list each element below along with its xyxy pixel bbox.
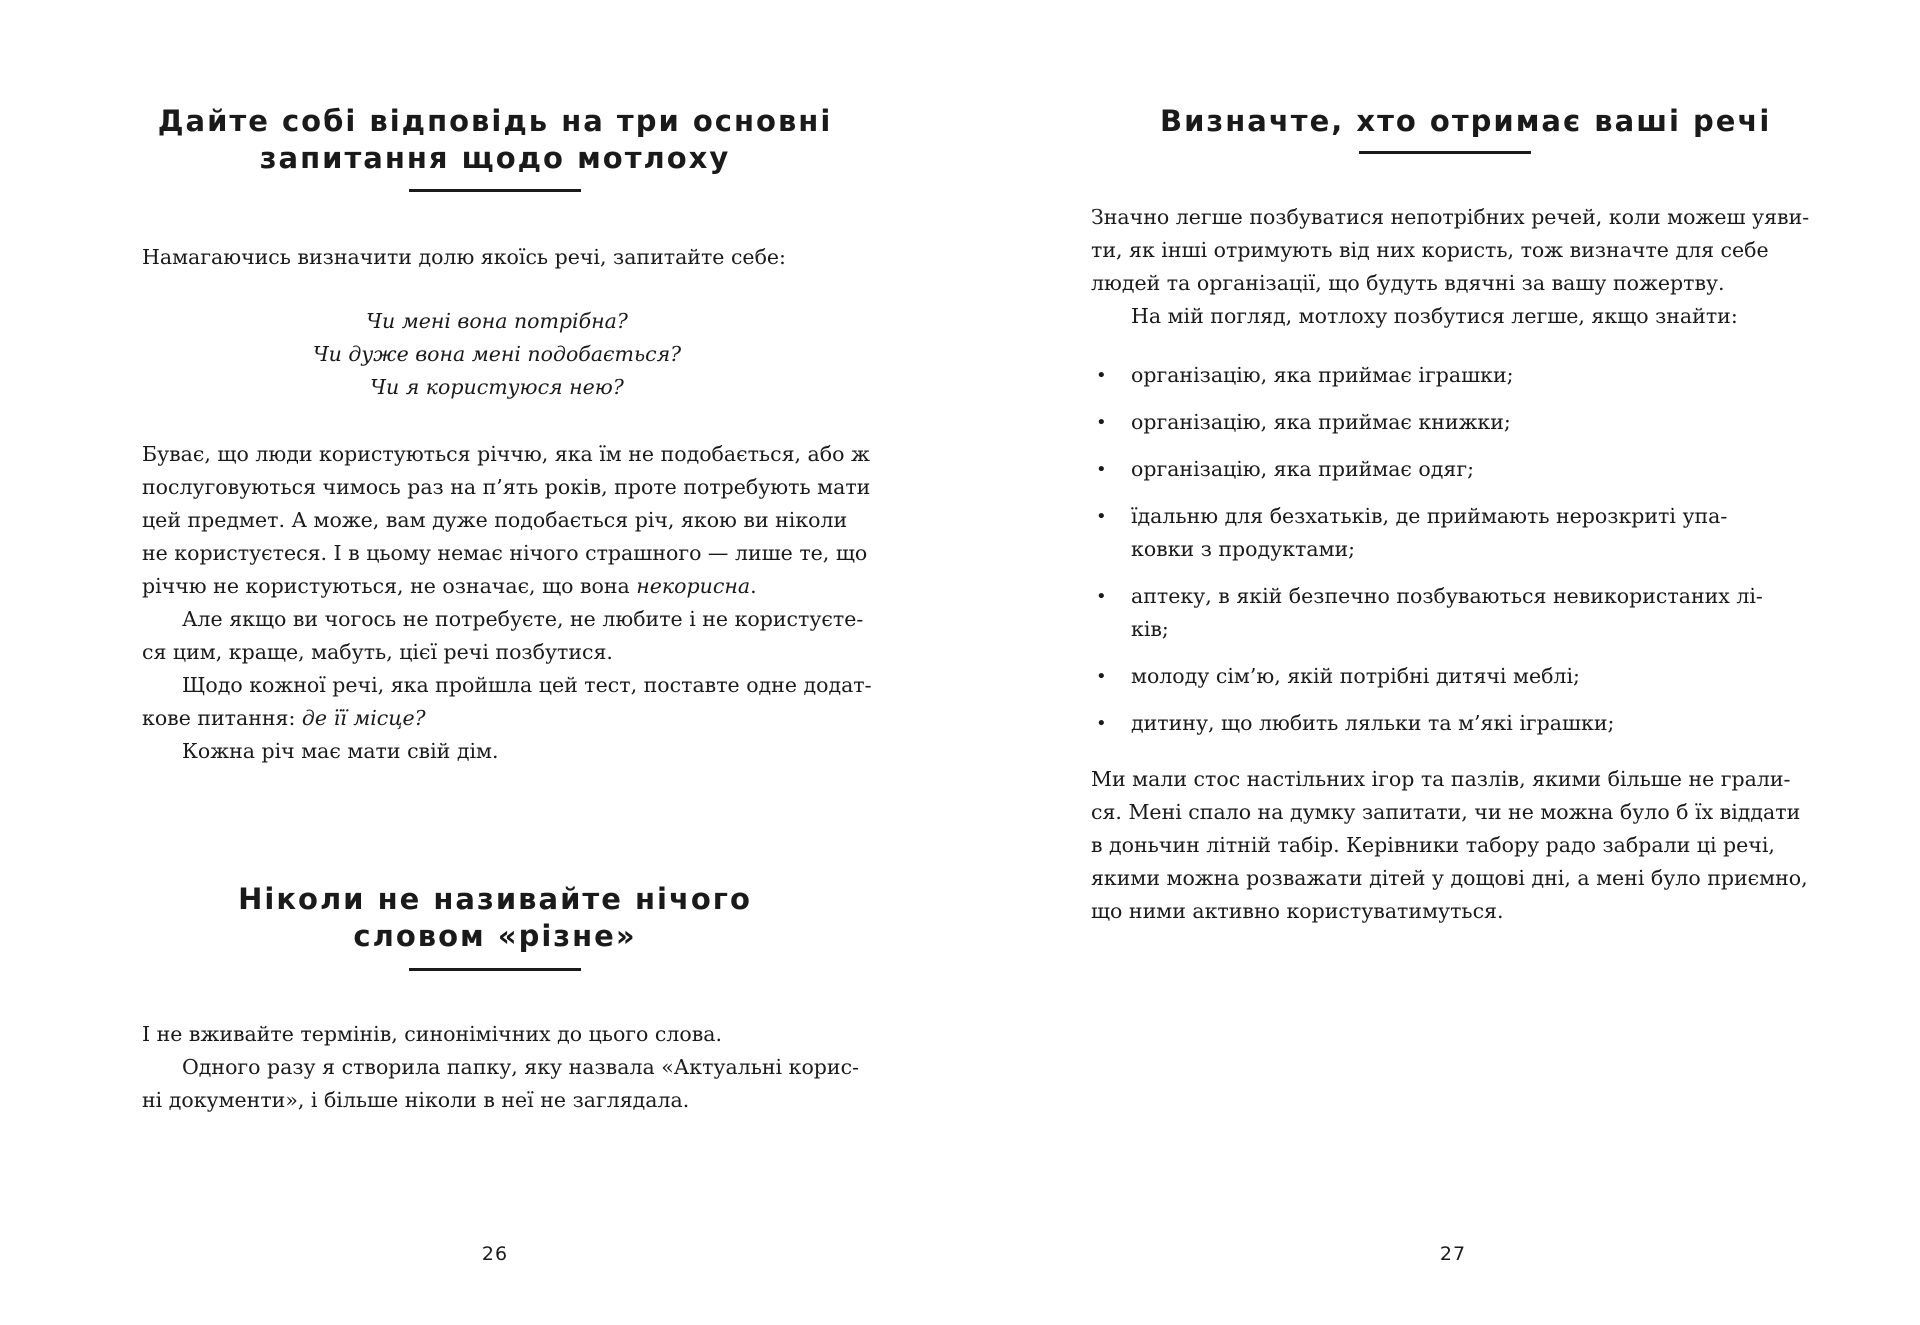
list-item-text: організацію, яка приймає книжки; <box>1131 410 1511 434</box>
question: Чи мені вона потрібна? <box>366 309 628 333</box>
text-line: ся. Мені спало на думку запитати, чи не можна було б їх віддати <box>1091 800 1801 824</box>
list-item <box>1091 707 1763 740</box>
list-item <box>1091 660 1763 693</box>
question-list <box>142 305 852 404</box>
text-line: Ми мали стос настільних ігор та пазлів, якими більше не грали- <box>1091 767 1791 791</box>
text-segment: кове питання: <box>142 706 302 730</box>
heading-line: Дайте собі відповідь на три основні <box>157 104 833 138</box>
list-item <box>1091 580 1763 646</box>
page-number: 27 <box>1439 1243 1467 1265</box>
section-heading-recipients <box>1160 103 1772 140</box>
text-segment: річчю не користуються, не означає, що вона <box>142 574 637 598</box>
recipient-list <box>1091 359 1763 754</box>
text-line: Але якщо ви чогось не потребуєте, не любите і не користуєте- <box>182 607 864 631</box>
right-page <box>960 0 1920 1325</box>
list-item-text: • їдальню для безхатьків, де приймають нерозкриті упа- <box>1131 504 1728 528</box>
section-body <box>1091 201 1809 333</box>
text-line: І не вживайте термінів, синонімічних до цього слова. <box>142 1022 723 1046</box>
list-item <box>1091 453 1763 486</box>
text-line <box>142 570 872 603</box>
list-item-text: молоду сім’ю, якій потрібні дитячі меблі; <box>1131 664 1580 688</box>
list-item-text: • аптеку, в якій безпечно позбуваються невикористаних лі- <box>1131 584 1763 608</box>
text-line: Одного разу я створила папку, яку назвала «Актуальні корис- <box>182 1055 859 1079</box>
heading-line: запитання щодо мотлоху <box>259 141 731 175</box>
text-line: цей предмет. А може, вам дуже подобається річ, якою ви ніколи <box>142 508 848 532</box>
question: Чи я користуюся нею? <box>370 375 624 399</box>
section-body <box>1091 763 1808 928</box>
emphasis: некорисна <box>636 574 751 598</box>
emphasis: де її місце? <box>301 706 426 730</box>
list-item <box>1091 406 1763 439</box>
section-body <box>142 438 872 768</box>
section-heading-never-misc <box>0 881 990 955</box>
text-line <box>142 702 872 735</box>
list-item-text: ковки з продуктами; <box>1131 537 1356 561</box>
page-number: 26 <box>481 1243 509 1265</box>
text-line: що ними активно користуватимуться. <box>1091 899 1504 923</box>
text-line: не користуєтеся. І в цьому немає нічого страшного — лише те, що <box>142 541 868 565</box>
text-line: На мій погляд, мотлоху позбутися легше, якщо знайти: <box>1131 304 1738 328</box>
text-line: послуговуються чимось раз на п’ять років, проте потребують мати <box>142 475 871 499</box>
heading-underline <box>409 189 581 192</box>
text-line: Значно легше позбуватися непотрібних речей, коли можеш уяви- <box>1091 205 1810 229</box>
list-item <box>1091 500 1763 566</box>
text-line: Буває, що люди користуються річчю, яка їм не подобається, або ж <box>142 442 870 466</box>
text-segment: . <box>750 574 757 598</box>
list-item-text: ків; <box>1131 617 1169 641</box>
text-line: в доньчин літній табір. Керівники табору радо забрали ці речі, <box>1091 833 1775 857</box>
question: Чи дуже вона мені подобається? <box>312 342 682 366</box>
heading-underline <box>409 968 581 971</box>
text-line: ти, як інші отримують від них користь, тож визначте для себе <box>1091 238 1769 262</box>
section-body <box>142 241 786 274</box>
text-line: ся цим, краще, мабуть, цієї речі позбутися. <box>142 640 613 664</box>
section-heading-core-questions <box>0 103 990 177</box>
list-item-text: організацію, яка приймає одяг; <box>1131 457 1474 481</box>
paragraph: Намагаючись визначити долю якоїсь речі, запитайте себе: <box>142 245 786 269</box>
text-line: Щодо кожної речі, яка пройшла цей тест, поставте одне додат- <box>182 673 872 697</box>
text-line: Кожна річ має мати свій дім. <box>182 739 499 763</box>
heading-line: Ніколи не називайте нічого <box>238 882 752 916</box>
heading-underline <box>1359 151 1531 154</box>
text-line: людей та організації, що будуть вдячні за вашу пожертву. <box>1091 271 1725 295</box>
list-item-text: дитину, що любить ляльки та м’які іграшки; <box>1131 711 1615 735</box>
text-line: ні документи», і більше ніколи в неї не заглядала. <box>142 1088 690 1112</box>
heading-line: Визначте, хто отримає ваші речі <box>1160 104 1772 138</box>
list-item-text: організацію, яка приймає іграшки; <box>1131 363 1514 387</box>
text-line: якими можна розважати дітей у дощові дні, а мені було приємно, <box>1091 866 1808 890</box>
section-body <box>142 1018 859 1117</box>
list-item <box>1091 359 1763 392</box>
heading-line: словом «різне» <box>353 919 637 953</box>
